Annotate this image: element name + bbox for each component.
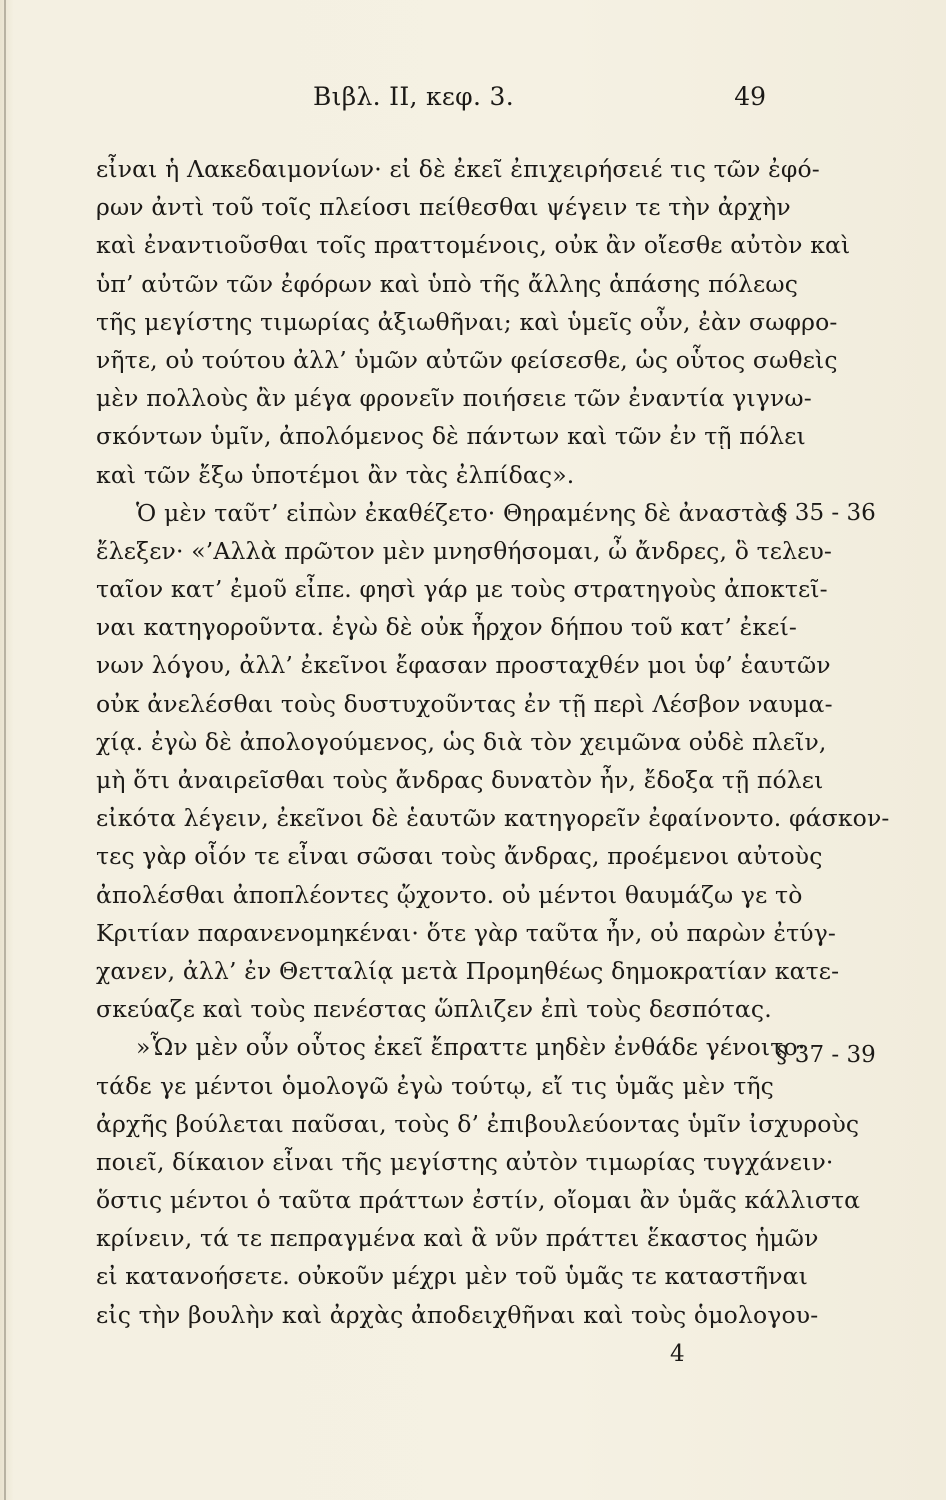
text-line: εἰ κατανοήσετε. οὐκοῦν μέχρι μὲν τοῦ ὑμᾶς τε καταστῆναι (96, 1262, 809, 1291)
text-line: τῆς μεγίστης τιμωρίας ἀξιωθῆναι; καὶ ὑμεῖς οὖν, ἐὰν σωφρο- (96, 307, 838, 336)
paragraph-start-line: Ὁ μὲν ταῦτ’ εἰπὼν ἐκαθέζετο· Θηραμένης δὲ ἀναστὰς (136, 498, 784, 527)
text-line: χανεν, ἀλλ’ ἐν Θετταλίᾳ μετὰ Προμηθέως δημοκρατίαν κατε- (96, 956, 840, 985)
text-line: νων λόγου, ἀλλ’ ἐκεῖνοι ἔφασαν προσταχθέν μοι ὑφ’ ἑαυτῶν (96, 651, 831, 680)
text-line: ἀρχῆς βούλεται παῦσαι, τοὺς δ’ ἐπιβουλεύοντας ὑμῖν ἰσχυροὺς (96, 1109, 860, 1138)
text-line: τάδε γε μέντοι ὁμολογῶ ἐγὼ τούτῳ, εἴ τις ὑμᾶς μὲν τῆς (96, 1071, 774, 1100)
text-line: καὶ ἐναντιοῦσθαι τοῖς πραττομένοις, οὐκ ἂν οἴεσθε αὐτὸν καὶ (96, 231, 851, 260)
paragraph-start-line: »Ὧν μὲν οὖν οὗτος ἐκεῖ ἔπραττε μηδὲν ἐνθάδε γένοιτο· (136, 1033, 806, 1062)
text-line: χίᾳ. ἐγὼ δὲ ἀπολογούμενος, ὡς διὰ τὸν χειμῶνα οὐδὲ πλεῖν, (96, 727, 827, 756)
text-line: ἔλεξεν· «’Αλλὰ πρῶτον μὲν μνησθήσομαι, ὦ ἄνδρες, ὃ τελευ- (96, 536, 832, 565)
text-line: ὑπ’ αὐτῶν τῶν ἐφόρων καὶ ὑπὸ τῆς ἄλλης ἁπάσης πόλεως (96, 269, 799, 298)
text-line: εἰκότα λέγειν, ἐκεῖνοι δὲ ἑαυτῶν κατηγορεῖν ἐφαίνοντο. φάσκον- (96, 804, 890, 833)
text-line: ταῖον κατ’ ἐμοῦ εἶπε. φησὶ γάρ με τοὺς στρατηγοὺς ἀποκτεῖ- (96, 575, 828, 604)
running-title: Βιβλ. II, κεφ. 3. (313, 82, 514, 111)
text-line: σκόντων ὑμῖν, ἀπολόμενος δὲ πάντων καὶ τῶν ἐν τῇ πόλει (96, 422, 806, 451)
margin-section-reference: § 35 - 36 (776, 500, 876, 526)
text-line: ρων ἀντὶ τοῦ τοῖς πλείοσι πείθεσθαι ψέγειν τε τὴν ἀρχὴν (96, 193, 791, 222)
text-line: ἀπολέσθαι ἀποπλέοντες ᾤχοντο. οὐ μέντοι θαυμάζω γε τὸ (96, 880, 803, 909)
text-line: εἶναι ἡ Λακεδαιμονίων· εἰ δὲ ἐκεῖ ἐπιχειρήσειέ τις τῶν ἐφό- (96, 155, 820, 183)
text-line: ποιεῖ, δίκαιον εἶναι τῆς μεγίστης αὐτὸν τιμωρίας τυγχάνειν· (96, 1147, 834, 1176)
text-line: ὅστις μέντοι ὁ ταῦτα πράττων ἐστίν, οἴομαι ἂν ὑμᾶς κάλλιστα (96, 1186, 861, 1215)
text-line: εἰς τὴν βουλὴν καὶ ἀρχὰς ἀποδειχθῆναι καὶ τοὺς ὁμολογου- (96, 1300, 819, 1329)
text-line: σκεύαζε καὶ τοὺς πενέστας ὥπλιζεν ἐπὶ τοὺς δεσπότας. (96, 995, 772, 1024)
text-line: νῆτε, οὐ τούτου ἀλλ’ ὑμῶν αὐτῶν φείσεσθε, ὡς οὗτος σωθεὶς (96, 345, 838, 374)
text-line: τες γὰρ οἷόν τε εἶναι σῶσαι τοὺς ἄνδρας, προέμενοι αὐτοὺς (96, 842, 823, 871)
text-line: Κριτίαν παρανενομηκέναι· ὅτε γὰρ ταῦτα ἦν, οὐ παρὼν ἐτύγ- (96, 918, 837, 947)
binding-edge (4, 0, 6, 1500)
page-number: 49 (734, 82, 766, 111)
text-line: κρίνειν, τά τε πεπραγμένα καὶ ἃ νῦν πράττει ἕκαστος ἡμῶν (96, 1224, 819, 1253)
text-line: μὴ ὅτι ἀναιρεῖσθαι τοὺς ἄνδρας δυνατὸν ἦν, ἔδοξα τῇ πόλει (96, 766, 824, 794)
text-line: καὶ τῶν ἔξω ὑποτέμοι ἂν τὰς ἐλπίδας». (96, 460, 575, 489)
text-line: ναι κατηγοροῦντα. ἐγὼ δὲ οὐκ ἦρχον δήπου τοῦ κατ’ ἐκεί- (96, 613, 798, 642)
signature-mark: 4 (670, 1341, 685, 1367)
text-line: οὐκ ἀνελέσθαι τοὺς δυστυχοῦντας ἐν τῇ περὶ Λέσβον ναυμα- (96, 689, 833, 718)
margin-section-reference: § 37 - 39 (776, 1042, 876, 1068)
text-line: μὲν πολλοὺς ἂν μέγα φρονεῖν ποιήσειε τῶν ἐναντία γιγνω- (96, 384, 812, 413)
page-header (0, 82, 946, 116)
